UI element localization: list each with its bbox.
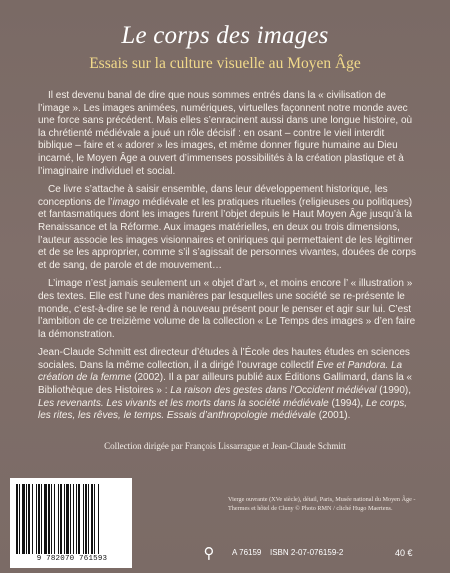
text-run-italic: Les revenants. Les vivants et les morts dans la société médiévale [38, 397, 329, 409]
cover-credit: Vierge ouvrante (XVe siècle), détail, Paris, Musée national du Moyen Âge - Thermes et hôtel de Cluny © Photo RMN / cliché Hugo Maertens. [228, 496, 416, 512]
text-run: médiévale et les pratiques rituelles (religieuses ou politiques) et fantasmatiques dont les images furent l’objet depuis le Haut Moyen Âge jusqu’à la Renaissance et la Réforme. Aux images matérielles, en deux ou trois dimensions, l’auteur associe les images visionnaires et oniriques qui permettaient de les légitimer et de se les approprier, comme s’il s’agissait de personnes vivantes, douées de corps et de sang, de parole et de mouvement… [38, 196, 416, 271]
text-run-italic: imago [112, 196, 140, 208]
product-code: A 76159 [232, 548, 262, 557]
book-subtitle: Essais sur la culture visuelle au Moyen Âge [89, 55, 361, 72]
text-run: (2001). [315, 410, 351, 422]
barcode-number: 9 782070 761593 [36, 555, 108, 563]
text-run-italic: La raison des gestes dans l’Occident médiéval [170, 385, 377, 397]
price: 40 € [395, 548, 413, 558]
collection-editors: Collection dirigée par François Lissarrague et Jean-Claude Schmitt [104, 441, 346, 451]
blurb [38, 90, 416, 429]
text-run: (2002). Il a par ailleurs publié aux Éditions Gallimard, dans la « Bibliothèque des Histoires » : [38, 372, 413, 397]
text-run-italic: Ève et Pandora. La création de la femme [38, 359, 403, 384]
author-bio [38, 347, 416, 423]
isbn-number: ISBN 2-07-076159-2 [270, 548, 344, 557]
publisher-logo-icon: ⚲ [203, 544, 215, 562]
text-run: (1994), [328, 397, 366, 409]
blurb-paragraph-1: Il est devenu banal de dire que nous sommes entrés dans la « civilisation de l’image ». Les images animées, numériques, virtuelles façonnent notre monde avec une force sans précédent. Mais elles s’enracinent aussi dans une longue histoire, où la chrétienté médiévale a joué un rôle décisif : en osant – contre le vieil interdit biblique – faire et « adorer » les images, et même donner figure humaine au Dieu incarné, le Moyen Âge a ouvert d’immenses possibilités à la création plastique et à l’imaginaire individuel et social. [38, 90, 413, 177]
text-run: Jean-Claude Schmitt est directeur d’études à l’École des hautes études en sciences sociales. Dans la même collection, il a dirigé l’ouvrage collectif [38, 347, 410, 371]
barcode-bars [16, 484, 126, 554]
book-title: Le corps des images [121, 22, 329, 49]
barcode-bar [99, 484, 101, 554]
barcode [10, 478, 132, 568]
blurb-paragraph-3: L’image n’est jamais seulement un « objet d’art », et moins encore l’ « illustration » des textes. Elle est l’une des manières par lesquelles une société se re-présente le monde, c’est-à-dire se le rend à nouveau présent pour le penser et agir sur lui. C’est l’ambition de ce treizième volume de la collection « Le Temps des images » d’en faire la démonstration. [38, 278, 416, 340]
text-run: Ce livre s’attache à saisir ensemble, dans leur développement historique, les conceptions de l’ [38, 184, 388, 208]
text-run-italic: Le corps, les rites, les rêves, le temps. Essais d’anthropologie médiévale [38, 397, 408, 422]
text-run: (1990), [376, 385, 411, 397]
blurb-paragraph-2 [38, 184, 416, 272]
